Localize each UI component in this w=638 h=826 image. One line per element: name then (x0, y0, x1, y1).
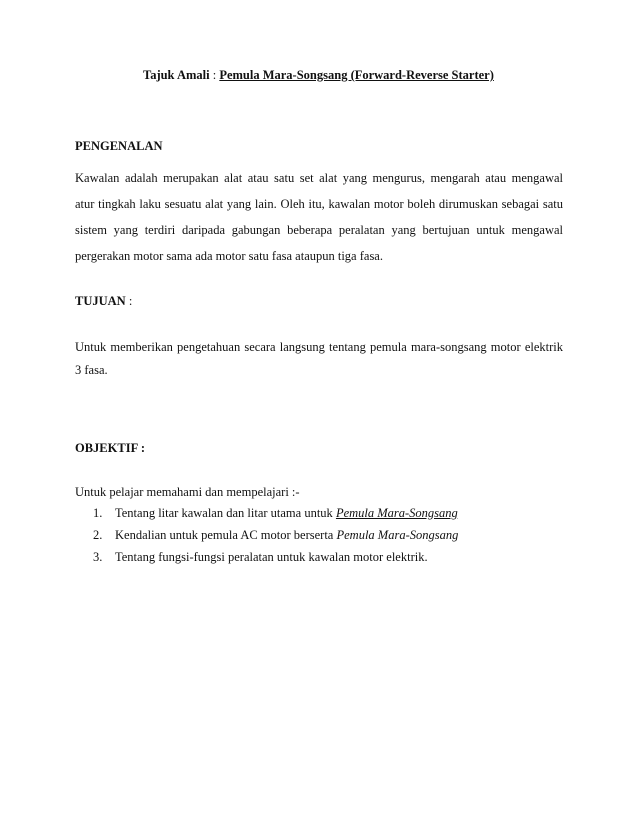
pengenalan-line-1: Kawalan adalah merupakan alat atau satu set alat yang mengurus, mengarah atau mengawal (75, 171, 563, 185)
list-item (93, 505, 458, 521)
tujuan-colon: : (125, 294, 133, 308)
list-item-text: Tentang fungsi-fungsi peralatan untuk kawalan motor elektrik. (115, 550, 428, 564)
title-separator: : (209, 68, 220, 82)
list-item-number: 1. (93, 506, 103, 520)
tujuan-heading-row (75, 293, 132, 309)
pengenalan-line-2: atur tingkah laku sesuatu alat yang lain. Oleh itu, kawalan motor boleh dirumuskan sebagai satu (75, 197, 563, 211)
tujuan-line-1: Untuk memberikan pengetahuan secara langsung tentang pemula mara-songsang motor elektrik (75, 340, 563, 354)
objektif-intro: Untuk pelajar memahami dan mempelajari :- (75, 485, 300, 499)
tujuan-line-2: 3 fasa. (75, 363, 108, 377)
list-item-text: Tentang litar kawalan dan litar utama untuk (115, 506, 336, 520)
objektif-heading: OBJEKTIF : (75, 441, 146, 455)
title-value: Pemula Mara-Songsang (Forward-Reverse Starter) (219, 68, 494, 82)
list-item-number: 2. (93, 528, 103, 542)
list-item (93, 527, 458, 543)
list-item-number: 3. (93, 550, 103, 564)
pengenalan-line-3: sistem yang terdiri daripada gabungan beberapa peralatan yang bertujuan untuk mengawal (75, 223, 563, 237)
pengenalan-heading: PENGENALAN (75, 139, 163, 153)
tujuan-heading: TUJUAN (75, 294, 126, 308)
pengenalan-line-4: pergerakan motor sama ada motor satu fasa ataupun tiga fasa. (75, 249, 383, 263)
list-item-text: Kendalian untuk pemula AC motor berserta (115, 528, 337, 542)
list-item-emphasis: Pemula Mara-Songsang (335, 506, 458, 520)
page-title (143, 67, 494, 83)
list-item-emphasis: Pemula Mara-Songsang (336, 528, 459, 542)
title-label: Tajuk Amali (143, 68, 210, 82)
list-item (93, 549, 428, 565)
